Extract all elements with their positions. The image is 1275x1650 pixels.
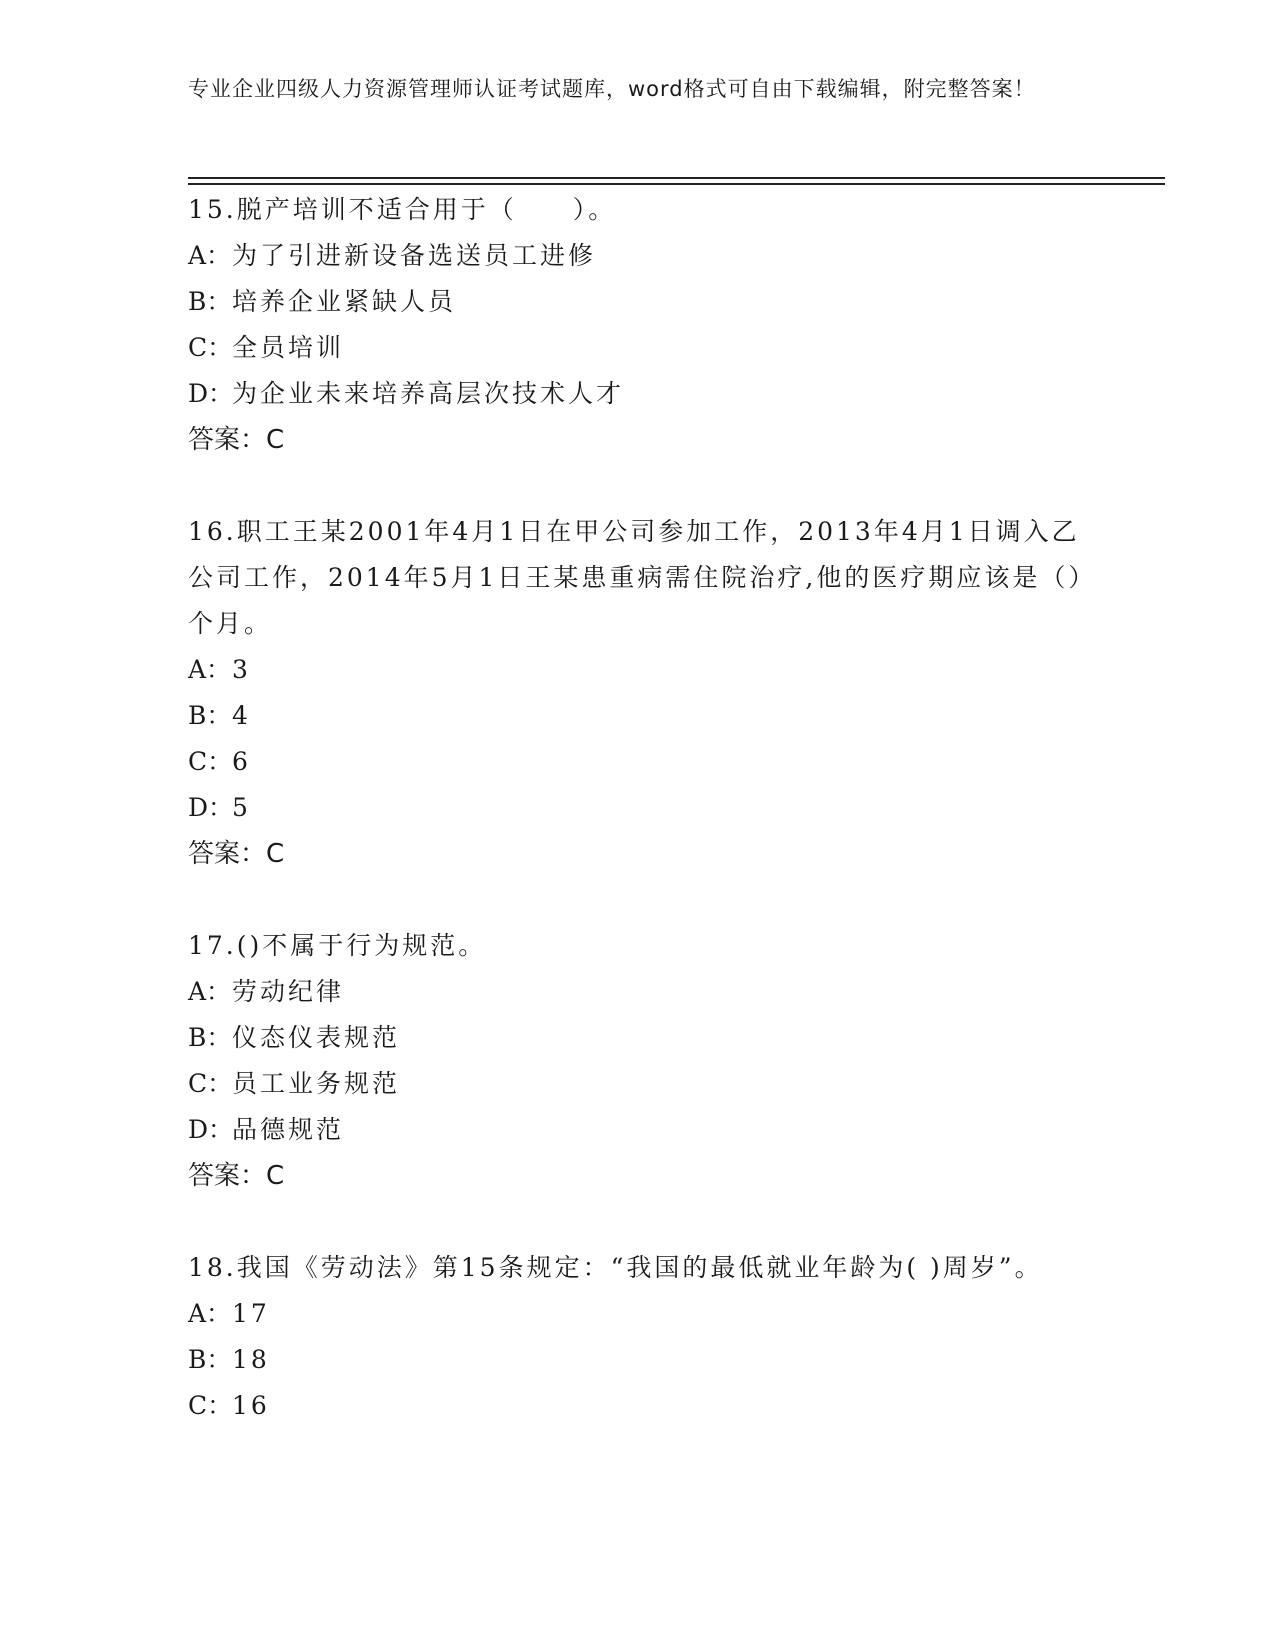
question-stem: 15.脱产培训不适合用于（ ）。	[188, 195, 617, 224]
option-a	[188, 969, 1088, 1015]
option-text: 18	[232, 1345, 270, 1374]
option-key: B：	[188, 1023, 232, 1052]
question-17	[188, 923, 1088, 1199]
option-text: 17	[232, 1299, 270, 1328]
question-stem: 16.职工王某2001年4月1日在甲公司参加工作，2013年4月1日调入乙公司工作，2014年5月1日王某患重病需住院治疗,他的医疗期应该是（）个月。	[188, 517, 1084, 638]
option-a	[188, 647, 1088, 693]
option-key: C：	[188, 1391, 233, 1420]
option-text: 全员培训	[232, 333, 345, 362]
option-key: C：	[188, 747, 233, 776]
document-header: 专业企业四级人力资源管理师认证考试题库，word格式可自由下载编辑，附完整答案！	[188, 77, 1036, 101]
option-key: C：	[188, 1069, 233, 1098]
option-b	[188, 1015, 1088, 1061]
header-divider-bottom	[188, 183, 1165, 185]
option-a	[188, 233, 1088, 279]
option-text: 16	[232, 1391, 270, 1420]
option-key: B：	[188, 701, 232, 730]
option-text: 5	[232, 793, 251, 822]
option-text: 品德规范	[232, 1115, 345, 1144]
option-text: 6	[232, 747, 251, 776]
option-c	[188, 1383, 1088, 1429]
option-d	[188, 785, 1088, 831]
answer-line: 答案：C	[188, 1161, 285, 1191]
option-b	[188, 1337, 1088, 1383]
option-d	[188, 1107, 1088, 1153]
option-c	[188, 1061, 1088, 1107]
question-list	[188, 187, 1088, 1475]
option-key: D：	[188, 379, 234, 408]
header-divider-top	[188, 177, 1165, 179]
answer-line: 答案：C	[188, 425, 285, 455]
option-key: A：	[188, 977, 232, 1006]
option-b	[188, 693, 1088, 739]
option-text: 为了引进新设备选送员工进修	[232, 241, 597, 270]
option-key: A：	[188, 655, 232, 684]
option-text: 3	[232, 655, 251, 684]
answer-line: 答案：C	[188, 839, 285, 869]
option-b	[188, 279, 1088, 325]
option-c	[188, 325, 1088, 371]
option-key: A：	[188, 241, 232, 270]
option-key: D：	[188, 793, 234, 822]
question-stem: 17.()不属于行为规范。	[188, 931, 487, 960]
question-15	[188, 187, 1088, 463]
option-text: 为企业未来培养高层次技术人才	[232, 379, 625, 408]
option-c	[188, 739, 1088, 785]
option-a	[188, 1291, 1088, 1337]
option-text: 培养企业紧缺人员	[232, 287, 457, 316]
option-text: 4	[232, 701, 251, 730]
question-stem: 18.我国《劳动法》第15条规定：“我国的最低就业年龄为( )周岁”。	[188, 1253, 1043, 1282]
option-key: B：	[188, 287, 232, 316]
option-text: 劳动纪律	[232, 977, 345, 1006]
option-key: A：	[188, 1299, 232, 1328]
option-text: 仪态仪表规范	[232, 1023, 401, 1052]
option-text: 员工业务规范	[232, 1069, 401, 1098]
question-18	[188, 1245, 1088, 1429]
option-key: C：	[188, 333, 233, 362]
option-d	[188, 371, 1088, 417]
option-key: B：	[188, 1345, 232, 1374]
question-16	[188, 509, 1088, 877]
option-key: D：	[188, 1115, 234, 1144]
